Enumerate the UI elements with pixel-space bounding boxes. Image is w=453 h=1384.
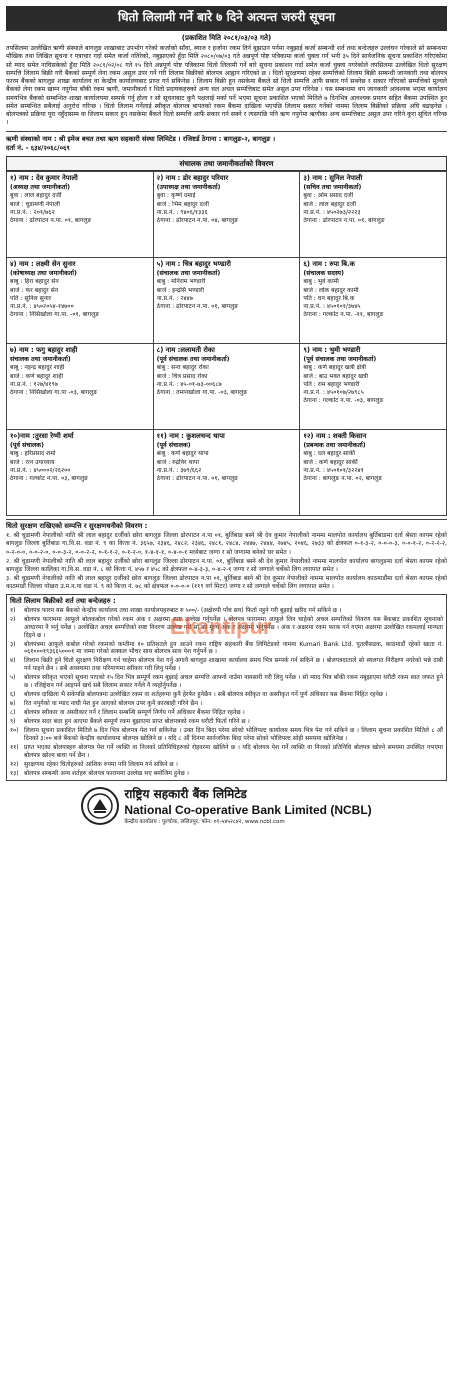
person-detail: ठेगाना : ढोरपाटन न.पा. ०१, बागलुङ	[303, 217, 385, 225]
person-detail: ना.प्र.नं. : ४५-०१-७३-००६८७	[156, 380, 222, 388]
person-detail: ना.प्र.नं. : ३७९/६६२	[156, 466, 202, 474]
security-item: ३. श्री चुडामणी नेपालीको नाति श्री लाल बहादुर दर्जीको छोरा बागलुङ जिल्ला ढोरपाटन न.पा ०१, बुर्तिबाङ बस्ने श्री देव कुमार नेपालीको नाममा मालपोत कार्यालय काठमाडौंमा दर्ता श्रेस्ता कायम रहेको काठमाडौं जिल्ला पोखरा उ.म.न.पा वडा नं. ९ को कित्ता नं. ७८ को क्षेत्रफल ०-०-०-० (११९ वर्ग मिटर) जग्गा र सो जग्गाले चर्चेको लिग लगापात समेत ।	[6, 574, 447, 590]
terms-title: धितो लिलाम बिक्रीको शर्त तथा बन्देजहरु :	[10, 596, 116, 605]
directors-row	[7, 172, 447, 258]
borrower-reference	[6, 131, 447, 153]
term-item	[10, 744, 443, 760]
person-name: १०)नाम :तुरसा रेग्मी शर्मा	[10, 432, 74, 441]
person-name: ११) नाम : कुशलचन्द थापा	[156, 432, 225, 441]
person-detail: ठेगाना : गल्कोट न.पा. -११, बागलुङ	[303, 311, 384, 319]
person-role: (पूर्व संचालक)	[156, 441, 191, 449]
person-detail: ठेगाना : तमानखोला गा.पा. -०३, बागलुङ	[156, 389, 248, 397]
bank-address: केन्द्रीय कार्यालय : पुल्चोक, ललितपुर, फोन: ०१-५४५२८४२, www.ncbl.com	[124, 818, 285, 825]
person-name: ४) नाम : लक्ष्मी सेन सुनार	[10, 260, 76, 269]
term-text: बोलपत्र दाखिला भै सकेपछि बोलपत्रमा उल्लेखित रकम वा शर्तहरुमा कुनै हेरफेर हुनेछैन । सबै बोलपत्र स्वीकृत वा अस्वीकृत गर्ने पूर्ण अधिकार यस बैंकमा निहित रहनेछ ।	[24, 691, 388, 699]
security-item: २. श्री चुडामणी नेपालीको नाति श्री लाल बहादुर दर्जीको छोरा बागलुङ जिल्ला ढोरपाटन न.पा. ०१, बुर्तिबाङ बस्ने श्री देव कुमार नेपालीको नाममा मालपोत कार्यालय बागलुङमा दर्ता श्रेस्ता कायम रहेको बागलुङ जिल्ला कालिका गा.वि.स. वडा नं. ८ को कित्ता नं. ४५७ र ४५८ को क्षेत्रफल ०-४-३-३, ०-४-२-१ जग्गा र सो जग्गाले चर्चेको लिग लगापात समेत ।	[6, 557, 447, 573]
publish-date: (प्रकाशित मिति २०८१/०३/०३ गते)	[181, 33, 272, 42]
term-text: बोलपत्र फाराममा आफूले बोलकबोल गरेको रकम अंक र अक्षरमा स्पष्ट उल्लेख गर्नुपर्नेछ । बोलपत्र फाराममा आफूले लिन चाहेको अचल सम्पत्तिको विवरण यस बैंकबाट प्रकाशित सूचनाको आधारमा नै भर्नु पर्नेछ । उल्लेखित अचल सम्पत्तिको स्पष्ट विवरण उल्लेख गरी सो को मूल्य अंक र अक्षरमा भर्नुपर्नेछ । अंक र अक्षरमा रकम फरक पर्न गएमा अक्षरमा उल्लेखित रकमलाई मान्यता दिइने छ ।	[24, 615, 443, 639]
directors-section-title: संचालक तथा जमानीकर्ताको विवरण	[6, 156, 447, 172]
person-card	[153, 172, 300, 258]
person-detail: बाजे : रत्न उपाध्याय	[10, 458, 55, 466]
term-item	[10, 761, 443, 769]
term-item	[10, 718, 443, 726]
person-name: ६) नाम : रुपा बि.क	[303, 260, 355, 269]
term-text: सुरक्षणमा रहेका धितोहरुको आंशिक रुपमा पनि लिलाम गर्न सकिने छ ।	[24, 761, 178, 769]
person-detail: ठेगाना : निसिखोला गा.पा -०३, बागलुङ	[10, 389, 98, 397]
person-name: ३) नाम : सुनिल नेपाली	[303, 174, 363, 183]
person-card	[153, 344, 300, 430]
security-item: १. श्री चुडामणी नेपालीको नाति श्री लाल बहादुर दर्जीको छोरा बागलुङ जिल्ला ढोरपाटन न.पा ०१, बुर्तिबाङ बस्ने श्री देव कुमार नेपालीको नाममा मालपोत कार्यालय बुर्तिबाङमा दर्ता श्रेस्ता कायम रहेको बागलुङ जिल्ला बुर्तिबाङ गा.वि.स. वडा नं. ९ का कित्ता नं. ३६५७, २३४६, २४८२, २३४६, २४८१, २४८४, २४४७, २४४४, २७४५, २०४६, २७३३ को क्षेत्रफल ०-१-३-२, ०-०-०-३, ०-०-१-२, ०-२-२-२, ०-२-०-०, ०-०-२-०, ०-०-३-२, ०-०-२-२, ०-१-१-२, ०-१-२-०, १-४-१-१, ०-४-०-१ मध्येबाट जग्गा र सो जग्गामा बनेको घर समेत ।	[6, 532, 447, 556]
person-detail: बाजे : रुद्रविर थापा	[156, 458, 199, 466]
person-card	[7, 344, 154, 430]
term-text: लिलाम बिक्री हुने धितो सुरक्षण निरीक्षण गर्न चाहेमा बोलपत्र पेश गर्नु अगावै बागलुङ शाखामा कार्यालय समय भित्र सम्पर्क गर्न सकिने छ । बोलपत्रदाताले सो स्थलगत निरीक्षण नगरेको भन्ने दाबी गर्न पाइने छैन । सबै अवस्थामा तथा परिमाणमा स्वीकार गरी लिनु पर्नेछ ।	[24, 657, 443, 673]
person-detail: ठेगाना : बागलुङ न.पा. ०२, बागलुङ	[303, 475, 383, 483]
security-list	[6, 532, 447, 590]
person-name: २) नाम : डोर बहादुर परियार	[156, 174, 229, 183]
person-detail: बाबु : सन्त बहादुर रोका	[156, 364, 209, 372]
person-detail: बाबु : नइन्द्र बहादुर शाही	[10, 364, 65, 372]
term-number: १२)	[10, 761, 19, 769]
person-role: संचालक तथा जमानीकर्ता)	[10, 355, 71, 363]
borrower-name: ऋणी संस्थाको नाम : श्री इमेज बचत तथा ऋण सहकारी संस्था लिमिटेड । रजिष्टर्ड ठेगाना : बागलुङ-२, बागलुङ ।	[6, 134, 276, 143]
person-detail: बाबु : कर्ण बहादुर खत्री क्षेत्री	[303, 364, 366, 372]
person-detail: पति : धन बहादुर बि.क	[303, 294, 355, 302]
registration-number: दर्ता नं. - ६३४/२०६८/०६९	[6, 144, 70, 153]
person-detail: बाजे : भिम बहादुर दर्जी	[156, 200, 209, 208]
term-number: १)	[10, 606, 16, 614]
person-role: (उपाध्यक्ष तथा जमानीकर्ता)	[156, 183, 221, 191]
directors-row	[7, 430, 447, 516]
person-detail: बाजे : चित्र प्रसाद रोका	[156, 372, 208, 380]
bank-logo-icon	[81, 787, 119, 825]
person-detail: बाजे : लाल बहादुर दर्जी	[303, 200, 356, 208]
site-watermark: Ekantipur	[170, 614, 272, 639]
intro-paragraph: तपसिलमा उल्लेखित ऋणी संस्थाले बागलुङ शाखाबाट उपभोग गरेको कर्जाको साँवा, ब्याज र हर्जाना रकम तिर्न बुझाउन पर्नमा नबुझाई कर्जा सम्बन्धी शर्त तथा बन्देजहरु उल्लंघन गरेकाले सो सम्बन्धमा मौखिक तथा लिखित सूचना र पत्राचार गर्दा समेत कर्जा नतिरेको, नबुझाएको हुँदा मिति २०८०/०७/०३ गते अन्नपूर्ण पोष्ट पत्रिकामा कर्जा चुक्ता गर्न भनी ३५ दिने सार्वजनिक सूचना प्रकाशित गरिएकोमा सो म्याद समेत नाघिसकेको हुँदा मिति २०८१/०२/०८ गते १५ दिने अन्नपूर्ण पोष्ट पत्रिकामा धितो लिलामी गर्ने बारे सूचना प्रकाशन गर्दा समेत कर्जा चुक्ता नगरेकोले तपसिलमा उल्लेखित धितो सुरक्षण सम्पत्ति लिलाम बिक्री गरी बैंकको सम्पूर्ण लेना रकम असुल उपर गर्ने गरी लिलाम बिक्रीको बोलपत्र आह्वान गरिएको छ । धितो सुरक्षणमा रहेका सम्पत्तिको लिलाम बिक्री सम्बन्धी जानकारी तथा बोलपत्र फारम बैंकको बागलुङ शाखा कार्यालय वा केन्द्रीय कार्यालयबाट प्राप्त गर्न सकिनेछ । लिलाम बिक्री हुन नसकेमा बैंकले सो धितो सम्पत्ति आफैं सकार गर्न सक्नेछ र सकार गरिएको सम्पत्तिको मूल्यले बैंकको लेना रकम खाम्न नपुगेमा बाँकी रकम ऋणी, जमानीकर्ता र धितो प्रदायकहरुको अन्य चल अचल सम्पत्तिबाट समेत असुल उपर गरिनेछ । यस सम्बन्धमा थप जानकारी आवश्यक भएमा कार्यालय समयभित्र बैंकको सम्बन्धित शाखा कार्यालयमा सम्पर्क गर्नु होला र सो सूचनाबाट कुनै पक्षलाई मर्का पर्ने भएमा सूचना प्रकाशित भएको मितिले ७ दिनभित्र आवश्यक प्रमाण सहित बैंकमा उपस्थित हुन समेत सम्बन्धित सबैलाई अनुरोध गरिन्छ । धितो लिलाम गर्नेलाई स्वीकृत बोलपत्र बापतको रकम बैंकमा दाखिला भएपछि लिलाम सकार गर्नेको नाममा लिलाम बिक्रीको प्रक्रिया अघि बढाइनेछ । बोलपत्रको प्रक्रिया पूरा नहुँदासम्म वा लिलाम सकार हुन नसकेमा बैंकले धितो सम्पत्ति आफैं सकार गर्न सक्ने र त्यसपछि पनि ऋण नपुगेमा ऋणीका अन्य सम्पत्तिबाट असुल उपर गरिने कुरा सूचित गरिन्छ ।	[6, 45, 447, 127]
term-number: ४)	[10, 657, 16, 665]
person-card	[7, 172, 154, 258]
person-detail: पति : सुनिल सुनार	[10, 294, 52, 302]
term-text: बोलपत्र सदर बदर हुन आएमा बैंकले सम्पूर्ण रकम बुझाएमा प्राप्त बोलपत्रको रकम धरौटी फिर्ता गरिने छ ।	[24, 718, 250, 726]
person-card	[7, 430, 154, 516]
term-item	[10, 709, 443, 717]
term-text: प्राप्त भएका बोलपत्रहरु बोलपत्र पेश गर्ने व्यक्ति वा निजको प्रतिनिधिहरुको रोहवरमा खोलिने छ । यदि बोलपत्र पेश गर्ने व्यक्ति वा निजको प्रतिनिधि बोलपत्र खोल्ने समयमा उपस्थित नभएमा बोलपत्र खोल्न बाधा पर्ने छैन ।	[24, 744, 443, 760]
term-item	[10, 641, 443, 657]
person-detail: ना.प्र.नं. : ४५०२७३/२२२३	[303, 208, 361, 216]
person-detail: ठेगाना : निसिखोला गा.पा. -०१, बागलुङ	[10, 311, 100, 319]
bank-name-nepali: राष्ट्रिय सहकारी बैंक लिमिटेड	[124, 787, 247, 801]
person-detail: बुवा : लाल बहादुर दर्जी	[10, 192, 62, 200]
person-detail: पति : राम बहादुर भण्डारी	[303, 380, 360, 388]
person-role: (कोषाध्यक्ष तथा जमानीकर्ता)	[10, 269, 77, 277]
person-name: ९) नाम : भुमी भण्डारी	[303, 346, 361, 355]
person-detail: बाजे : लोक बहादुर कामी	[303, 286, 359, 294]
person-card	[153, 258, 300, 344]
term-text: बोलपत्र फारम यस बैंकको केन्द्रीय कार्यालय तथा शाखा कार्यालयहरुबाट रु ५००/- (अक्षेरुपी पाँच सय) फिर्ता नहुने गरी बुझाई खरिद गर्न सकिने छ ।	[24, 606, 342, 614]
person-detail: बाजे : कर्ण बहादुर शाही	[10, 372, 64, 380]
term-item	[10, 691, 443, 699]
term-text: लिलाम सूचना प्रकाशित मितिले ७ दिन भित्र बोलपत्र पेश गर्न सकिनेछ । उक्त दिन बिदा परेमा सोको भोलिपल्ट कार्यालय समय भित्र पेश गर्न सकिने छ । लिलाम सूचना प्रकाशित मितिले ८ औं दिनको ३:०० बजे बैंकको केन्द्रीय कार्यालयमा बोलपत्र खोलिने छ । यदि ८ औं दिनमा सार्वजनिक बिदा परेमा सोको भोलिपल्ट सोही समयमा खोलिनेछ ।	[24, 727, 443, 743]
term-number: ११)	[10, 744, 19, 752]
person-detail: बाबु : कर्ण बहादुर थापा	[156, 450, 209, 458]
person-detail: ना.प्र.नं. : ४५०००२/२६२००	[10, 466, 71, 474]
person-detail: बुवा : ओम प्रसाद दर्जी	[303, 192, 354, 200]
person-detail: बाजे : फर बहादुर सेन	[10, 286, 59, 294]
person-detail: बाबु : दल बहादुर सार्की	[303, 450, 355, 458]
person-detail: ना.प्र.नं. : ४५०१०१/३२२४१	[303, 466, 364, 474]
person-detail: ठेगाना : गल्कोट न.पा. ०३, बागलुङ	[10, 475, 88, 483]
person-detail: ना.प्र.नं. : ४५०१०७/२७९८५	[303, 389, 364, 397]
person-detail: बाजे : बाउ भक्त बहादुर खत्री	[303, 372, 368, 380]
person-detail: बाजे : इन्द्रसिं भण्डारी	[156, 286, 204, 294]
person-detail: ना.प्र.नं. : २४४७	[156, 294, 193, 302]
person-card	[300, 172, 447, 258]
security-title: धितो सुरक्षण राखिएको सम्पत्ति र सुरक्षणधनीको विवरण :	[6, 519, 447, 531]
person-role: (संचालक तथा जमानीकर्ता)	[156, 269, 221, 277]
term-item	[10, 727, 443, 743]
person-detail: बाजे : चुडामणी नेपाली	[10, 200, 60, 208]
person-role: (सचिव तथा जमानीकर्ता)	[303, 183, 362, 191]
directors-table	[6, 171, 447, 516]
person-role: (पूर्व संचालक तथा जमानीकर्ता)	[303, 355, 377, 363]
person-detail: बाबु : मनिराम भण्डारी	[156, 278, 206, 286]
term-item	[10, 700, 443, 708]
term-item	[10, 657, 443, 673]
term-number: ७)	[10, 700, 16, 708]
person-card	[300, 258, 447, 344]
person-name: ८) नाम :ललामती रोका	[156, 346, 215, 355]
directors-row	[7, 344, 447, 430]
person-card	[300, 344, 447, 430]
person-detail: ना.प्र.नं. : ४५०१०१/३७४५	[303, 303, 361, 311]
person-card	[153, 430, 300, 516]
term-number: ९)	[10, 718, 16, 726]
person-detail: ठेगाना : गल्कोट न.पा. -०३, बागलुङ	[303, 397, 384, 405]
bank-name-english: National Co-operative Bank Limited (NCBL)	[124, 802, 372, 817]
term-number: ३)	[10, 640, 16, 648]
term-text: बोलपत्र सम्बन्धी अन्य शर्तहरु बोलपत्र फाराममा उल्लेख भए बमोजिम हुनेछ ।	[24, 770, 189, 778]
term-number: ५)	[10, 674, 16, 682]
person-name: १) नाम : देव कुमार नेपाली	[10, 174, 78, 183]
person-detail: बाजे : कर्ण बहादुर सार्की	[303, 458, 358, 466]
person-role: (पूर्व संचालक तथा जमानीकर्ता)	[156, 355, 230, 363]
person-detail: ना.प्र.नं. : ४५०२०५४-१४७००	[10, 303, 74, 311]
term-number: ६)	[10, 691, 16, 699]
person-detail: ठेगाना : ढोरपाटन न.पा. ०१, बागलुङ	[156, 475, 238, 483]
person-detail: ना.प्र.नं. : ९४०६/१३३६	[156, 208, 208, 216]
term-text: बोलपत्र स्वीकार वा अस्वीकार गर्ने र लिलाम सम्बन्धि सम्पूर्ण निर्णय गर्ने अधिकार बैंकमा निहित रहनेछ ।	[24, 709, 245, 717]
person-detail: ठेगाना : ढोरपाटन न.पा. ०१, बागलुङ	[10, 217, 92, 225]
notice-headline: धितो लिलामी गर्ने बारे ७ दिने अत्यन्त जरुरी सूचना	[6, 6, 447, 31]
term-number: २)	[10, 615, 16, 623]
term-text: रित नपुगेको वा म्याद नाघी पेश हुन आएको बोलपत्र उपर कुनै कारबाही गरिने छैन ।	[24, 700, 203, 708]
person-card	[300, 430, 447, 516]
term-number: १०)	[10, 727, 19, 735]
term-number: ८)	[10, 709, 16, 717]
person-role: (अध्यक्ष तथा जमानीकर्ता)	[10, 183, 70, 191]
person-detail: बाबु : हिरा बहादुर सेन	[10, 278, 59, 286]
person-detail: बाबु : हरिप्रसाद शर्मा	[10, 450, 56, 458]
person-detail: ना.प्र.नं. : २०१/७६२	[10, 208, 55, 216]
bank-footer	[6, 787, 447, 826]
term-item	[10, 674, 443, 690]
term-text: बोलपत्र स्वीकृत भएको सूचना पाएको १५ दिन भित्र सम्पूर्ण रकम बुझाई अचल सम्पत्ति आफ्नो नाउँमा नामसारी गरी लिनु पर्नेछ । सो म्याद भित्र बाँकी रकम नबुझाएमा धरौटी रकम स्वत जफत हुने छ । रजिष्ट्रेशन गर्न आइपर्ने खर्च सबै लिलाम सकार गर्नेले नै व्यहोर्नुपर्नेछ ।	[24, 674, 443, 690]
person-role: (संचालक सदस्य)	[303, 269, 344, 277]
term-item	[10, 770, 443, 778]
term-number: १३)	[10, 770, 19, 778]
person-detail: बुवा : कृष्णे दमाई	[156, 192, 196, 200]
person-detail: बाबु : भुवे कामी	[303, 278, 339, 286]
person-name: ७) नाम : फगु बहादुर शाही	[10, 346, 78, 355]
person-detail: ठेगाना : ढोरपाटन न.पा. ०१, बागलुङ	[156, 303, 238, 311]
term-text: बोलपत्रमा आफूले कबोल गरेको रकमको कम्तीमा १० प्रतिशतले हुन आउने रकम राष्ट्रिय सहकारी बैंक लिमिटेडको नाममा Kumari Bank Ltd. पुतलीसडक, काठमाडौं रहेको खाता नं. ०६१०००१९३६६५०००१ मा जम्मा गरेको सक्कल भौचर साथ बोलपत्र साथ पेश गर्नुपर्ने छ ।	[24, 640, 443, 656]
person-detail: ठेगाना : ढोरपाटन न.पा. ०४, बागलुङ	[156, 217, 238, 225]
person-name: १२) नाम : शक्ती किसान	[303, 432, 367, 441]
directors-row	[7, 258, 447, 344]
person-role: (पूर्व संचालक)	[10, 441, 45, 449]
person-role: (प्रबन्धक तथा जमानीकर्ता)	[303, 441, 366, 449]
person-detail: ना.प्र.नं. : १२७/४१९७	[10, 380, 58, 388]
person-name: ५) नाम : चित्र बहादुर भण्डारी	[156, 260, 231, 269]
person-card	[7, 258, 154, 344]
